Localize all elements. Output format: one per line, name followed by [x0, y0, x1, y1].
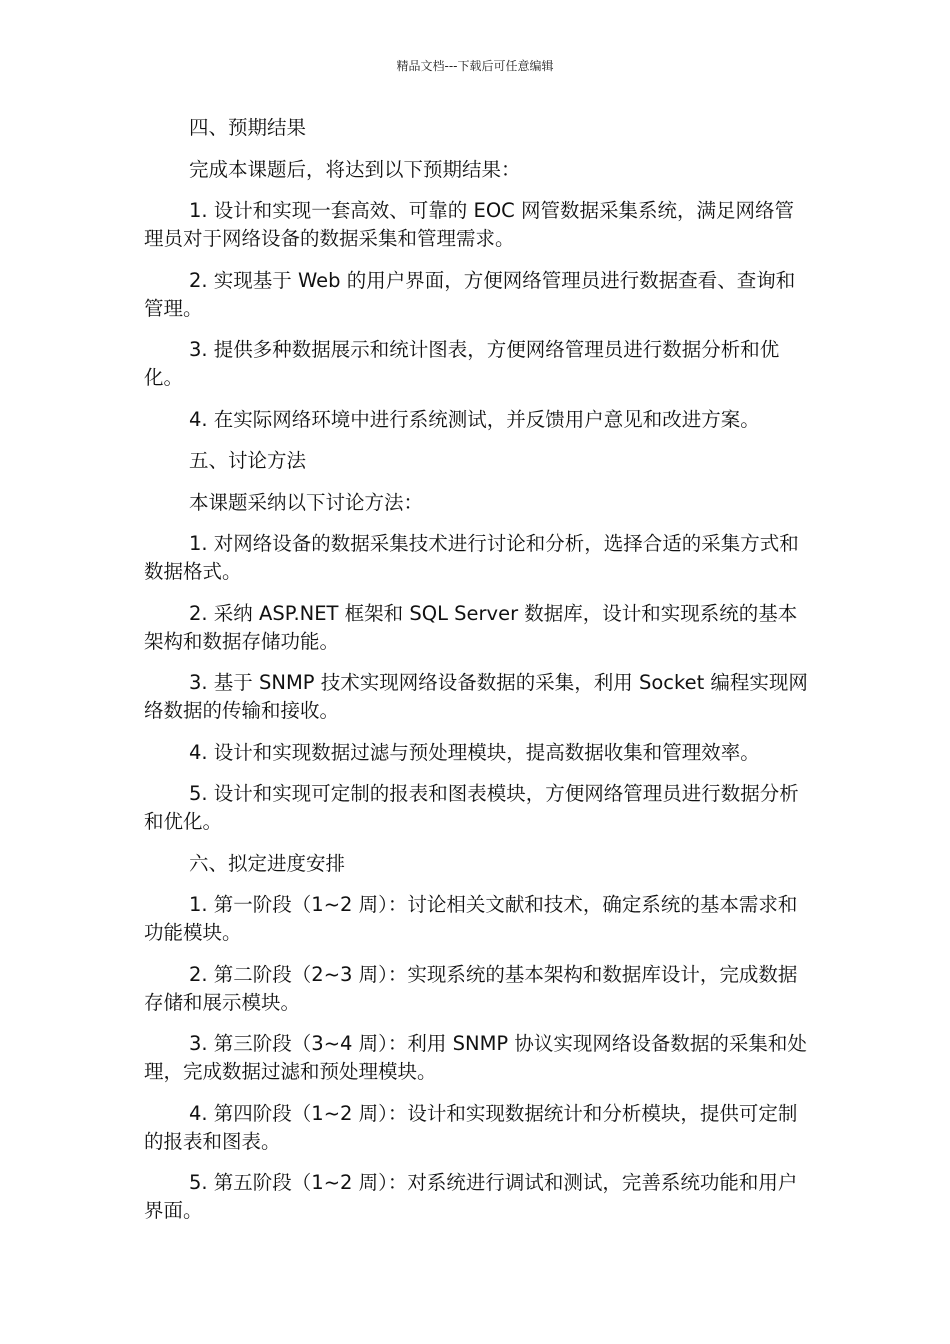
document-body [144, 114, 808, 1239]
list-item: 5. 设计和实现可定制的报表和图表模块，方便网络管理员进行数据分析和优化。 [144, 782, 799, 833]
paragraph-intro-results: 完成本课题后，将达到以下预期结果： [189, 157, 521, 181]
list-item: 4. 第四阶段（1~2 周）：设计和实现数据统计和分析模块，提供可定制的报表和图表。 [144, 1101, 798, 1153]
list-item: 2. 实现基于 Web 的用户界面，方便网络管理员进行数据查看、查询和管理。 [144, 268, 796, 320]
list-item: 5. 第五阶段（1~2 周）：对系统进行调试和测试，完善系统功能和用户界面。 [144, 1171, 798, 1222]
list-item: 4. 在实际网络环境中进行系统测试，并反馈用户意见和改进方案。 [189, 407, 760, 431]
list-item: 3. 第三阶段（3~4 周）：利用 SNMP 协议实现网络设备数据的采集和处理，完成数据过滤和预处理模块。 [144, 1032, 807, 1083]
section-heading-research-methods: 五、讨论方法 [189, 449, 307, 472]
list-item: 3. 基于 SNMP 技术实现网络设备数据的采集，利用 Socket 编程实现网络数据的传输和接收。 [144, 671, 808, 722]
list-item: 3. 提供多种数据展示和统计图表，方便网络管理员进行数据分析和优化。 [144, 338, 780, 389]
list-item: 2. 第二阶段（2~3 周）：实现系统的基本架构和数据库设计，完成数据存储和展示模块。 [144, 962, 798, 1014]
list-item: 4. 设计和实现数据过滤与预处理模块，提高数据收集和管理效率。 [189, 740, 760, 764]
list-item: 2. 采纳 ASP.NET 框架和 SQL Server 数据库，设计和实现系统的基本架构和数据存储功能。 [144, 601, 798, 653]
list-item: 1. 对网络设备的数据采集技术进行讨论和分析，选择合适的采集方式和数据格式。 [144, 532, 799, 583]
page-header: 精品文档---下载后可任意编辑 [396, 59, 554, 73]
list-item: 1. 第一阶段（1~2 周）：讨论相关文献和技术，确定系统的基本需求和功能模块。 [144, 893, 798, 944]
paragraph-intro-methods: 本课题采纳以下讨论方法： [189, 490, 424, 514]
section-heading-expected-results: 四、预期结果 [189, 116, 307, 139]
list-item: 1. 设计和实现一套高效、可靠的 EOC 网管数据采集系统，满足网络管理员对于网络设备的数据采集和管理需求。 [144, 199, 794, 250]
section-heading-schedule: 六、拟定进度安排 [189, 851, 346, 875]
